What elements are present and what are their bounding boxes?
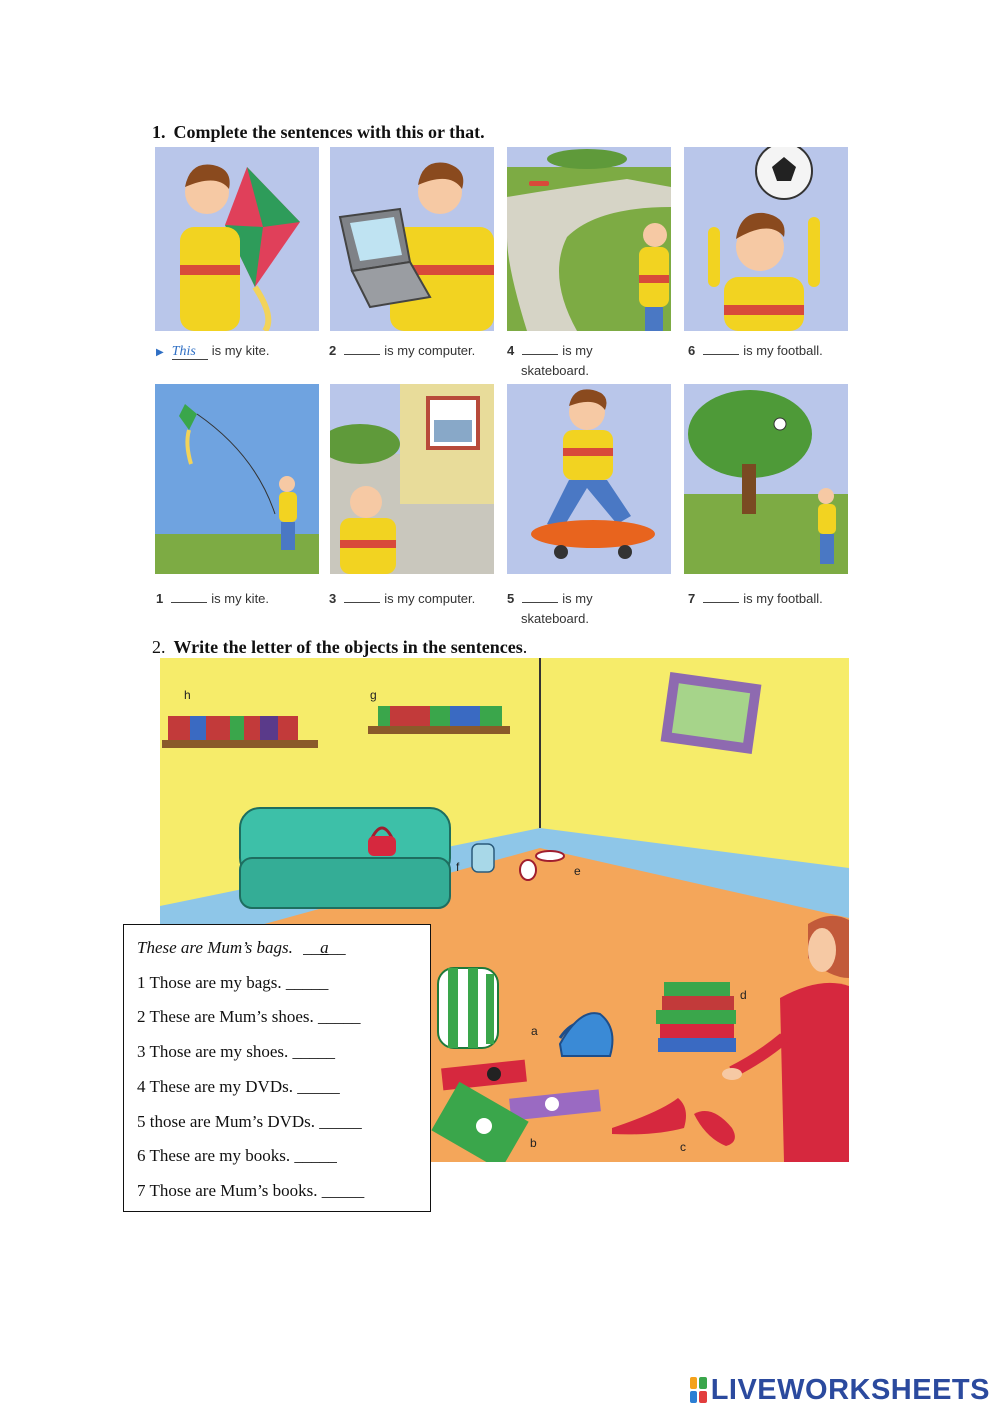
label-d: d [740,988,747,1002]
example-answer: This [172,345,208,360]
label-e: e [574,864,581,878]
picture-computer-far [330,384,494,574]
sentence-6[interactable]: 6 These are my books. _____ [137,1146,337,1166]
exercise-2-heading: 2. Write the letter of the objects in the sentences. [152,637,528,657]
example-letter-answer: a [320,938,329,957]
liveworksheets-logo-icon [690,1377,707,1403]
exercise-2-number: 2. [152,637,166,657]
picture-computer-close [330,147,494,331]
exercise-2-instruction: Write the letter of the objects in the sentences [173,637,523,657]
answer-blank-4[interactable] [522,342,558,355]
sentence-1[interactable]: 1 Those are my bags. _____ [137,972,329,992]
picture-football-close [684,147,848,331]
play-arrow-icon: ▶ [156,347,164,358]
liveworksheets-brand [690,1370,990,1410]
picture-skateboard-far [507,147,671,331]
exercise-1-heading [152,122,485,143]
picture-kite-close [155,147,319,331]
sentence-3[interactable]: 3 Those are my shoes. _____ [137,1042,335,1062]
sentence-5[interactable]: 5 those are Mum’s DVDs. _____ [137,1111,362,1131]
sentence-7[interactable]: 7 Those are Mum’s books. _____ [137,1180,365,1200]
caption-4: 4 is my skateboard. [507,343,593,378]
caption-7: 7 is my football. [688,591,823,606]
caption-5: 5 is my skateboard. [507,591,593,626]
answer-blank-5[interactable] [522,590,558,603]
answer-blank-6[interactable] [703,342,739,355]
exercise-1-number: 1. [152,122,166,142]
answer-blank-1[interactable] [171,590,207,603]
label-g: g [370,688,377,702]
brand-name: LIVEWORKSHEETS [710,1373,990,1406]
caption-3: 3 is my computer. [329,591,476,606]
sentences-box [123,924,431,1212]
answer-blank-3[interactable] [344,590,380,603]
answer-blank-2[interactable] [344,342,380,355]
picture-kite-far [155,384,319,574]
picture-skateboard-close [507,384,671,574]
caption-2: 2 is my computer. [329,343,476,358]
exercise-1-instruction: Complete the sentences with this or that. [173,122,485,142]
label-a: a [531,1024,538,1038]
label-b: b [530,1136,537,1150]
answer-blank-7[interactable] [703,590,739,603]
sentence-2[interactable]: 2 These are Mum’s shoes. _____ [137,1007,361,1027]
label-f: f [456,860,460,874]
caption-example: ▶ This is my kite. [156,343,270,359]
label-c: c [680,1140,686,1154]
caption-1: 1 is my kite. [156,591,270,606]
label-h: h [184,688,191,702]
picture-football-far [684,384,848,574]
example-sentence: These are Mum’s bags. __a__ [137,938,346,957]
caption-6: 6 is my football. [688,343,823,358]
sentence-4[interactable]: 4 These are my DVDs. _____ [137,1076,340,1096]
